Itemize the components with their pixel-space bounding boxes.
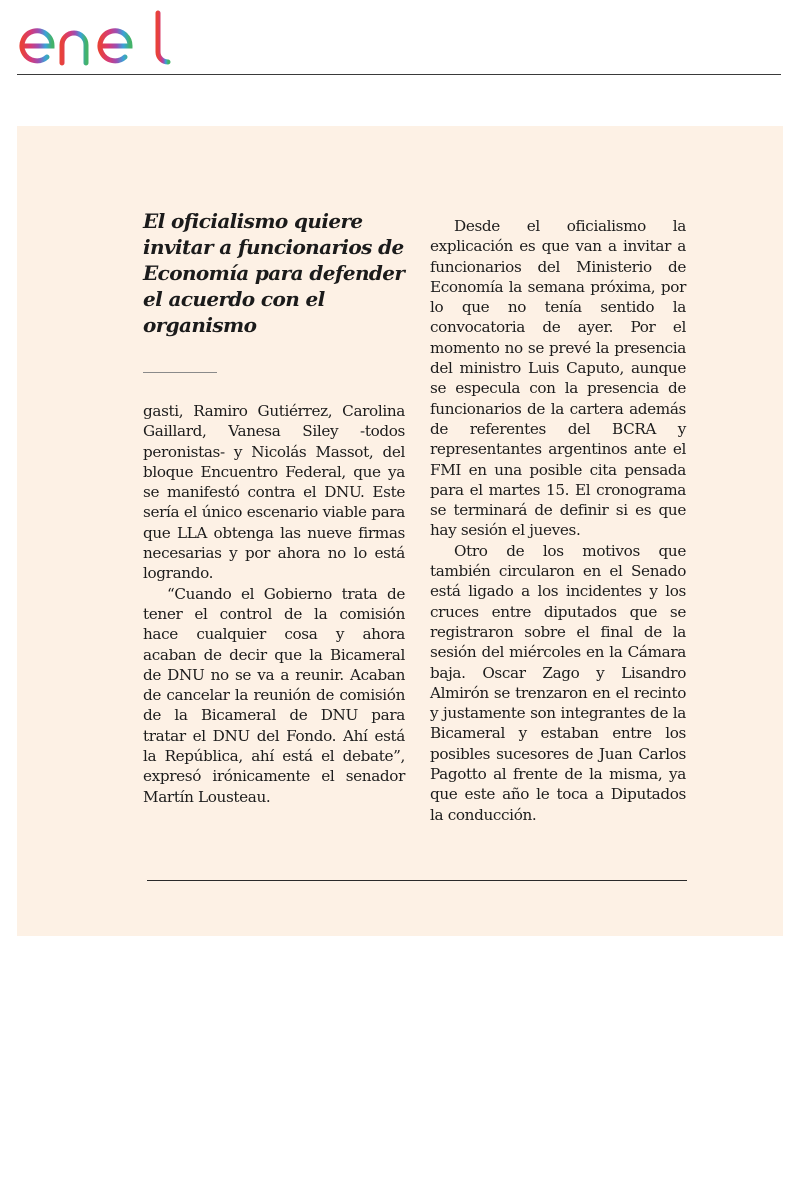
header-divider — [17, 74, 781, 75]
enel-logo — [18, 8, 178, 68]
left-column-body — [143, 401, 405, 807]
left-column — [143, 208, 405, 807]
article-bottom-rule — [147, 880, 687, 881]
right-column-body — [430, 216, 686, 825]
article-headline: El oficialismo quiere invitar a funcionarios de Economía para defender el acuerdo con el organismo — [143, 209, 405, 337]
paragraph: gasti, Ramiro Gutiérrez, Carolina Gaillard, Vanesa Siley -todos peronistas- y Nicolás Massot, del bloque Encuentro Federal, que ya se manifestó contra el DNU. Este sería el único escenario viable para que LLA obtenga las nueve firmas necesarias y por ahora no lo está logrando. — [143, 402, 405, 583]
paragraph: Desde el oficialismo la explicación es que van a invitar a funcionarios del Ministerio de Economía la semana próxima, por lo que no tenía sentido la convocatoria de ayer. Por el momento no se prevé la presencia del ministro Luis Caputo, aunque se especula con la presencia de funcionarios de la cartera además de referentes del BCRA y representantes argentinos ante el FMI en una posible cita pensada para el martes 15. El cronograma se terminará de definir si es que hay sesión el jueves. — [430, 217, 686, 540]
newspaper-clipping — [17, 126, 783, 936]
paragraph: Otro de los motivos que también circularon en el Senado está ligado a los incidentes y los cruces entre diputados que se registraron sobre el final de la sesión del miércoles en la Cámara baja. Oscar Zago y Lisandro Almirón se trenzaron en el recinto y justamente son integrantes de la Bicameral y estaban entre los posibles sucesores de Juan Carlos Pagotto al frente de la misma, ya que este año le toca a Diputados la conducción. — [430, 541, 686, 824]
right-column — [430, 216, 686, 825]
headline-divider — [143, 372, 217, 373]
paragraph: “Cuando el Gobierno trata de tener el control de la comisión hace cualquier cosa y ahora acaban de decir que la Bicameral de DNU no se va a reunir. Acaban de cancelar la reunión de comisión de la Bicameral de DNU para tratar el DNU del Fondo. Ahí está la República, ahí está el debate”, expresó irónicamente el senador Martín Lousteau. — [143, 584, 405, 806]
